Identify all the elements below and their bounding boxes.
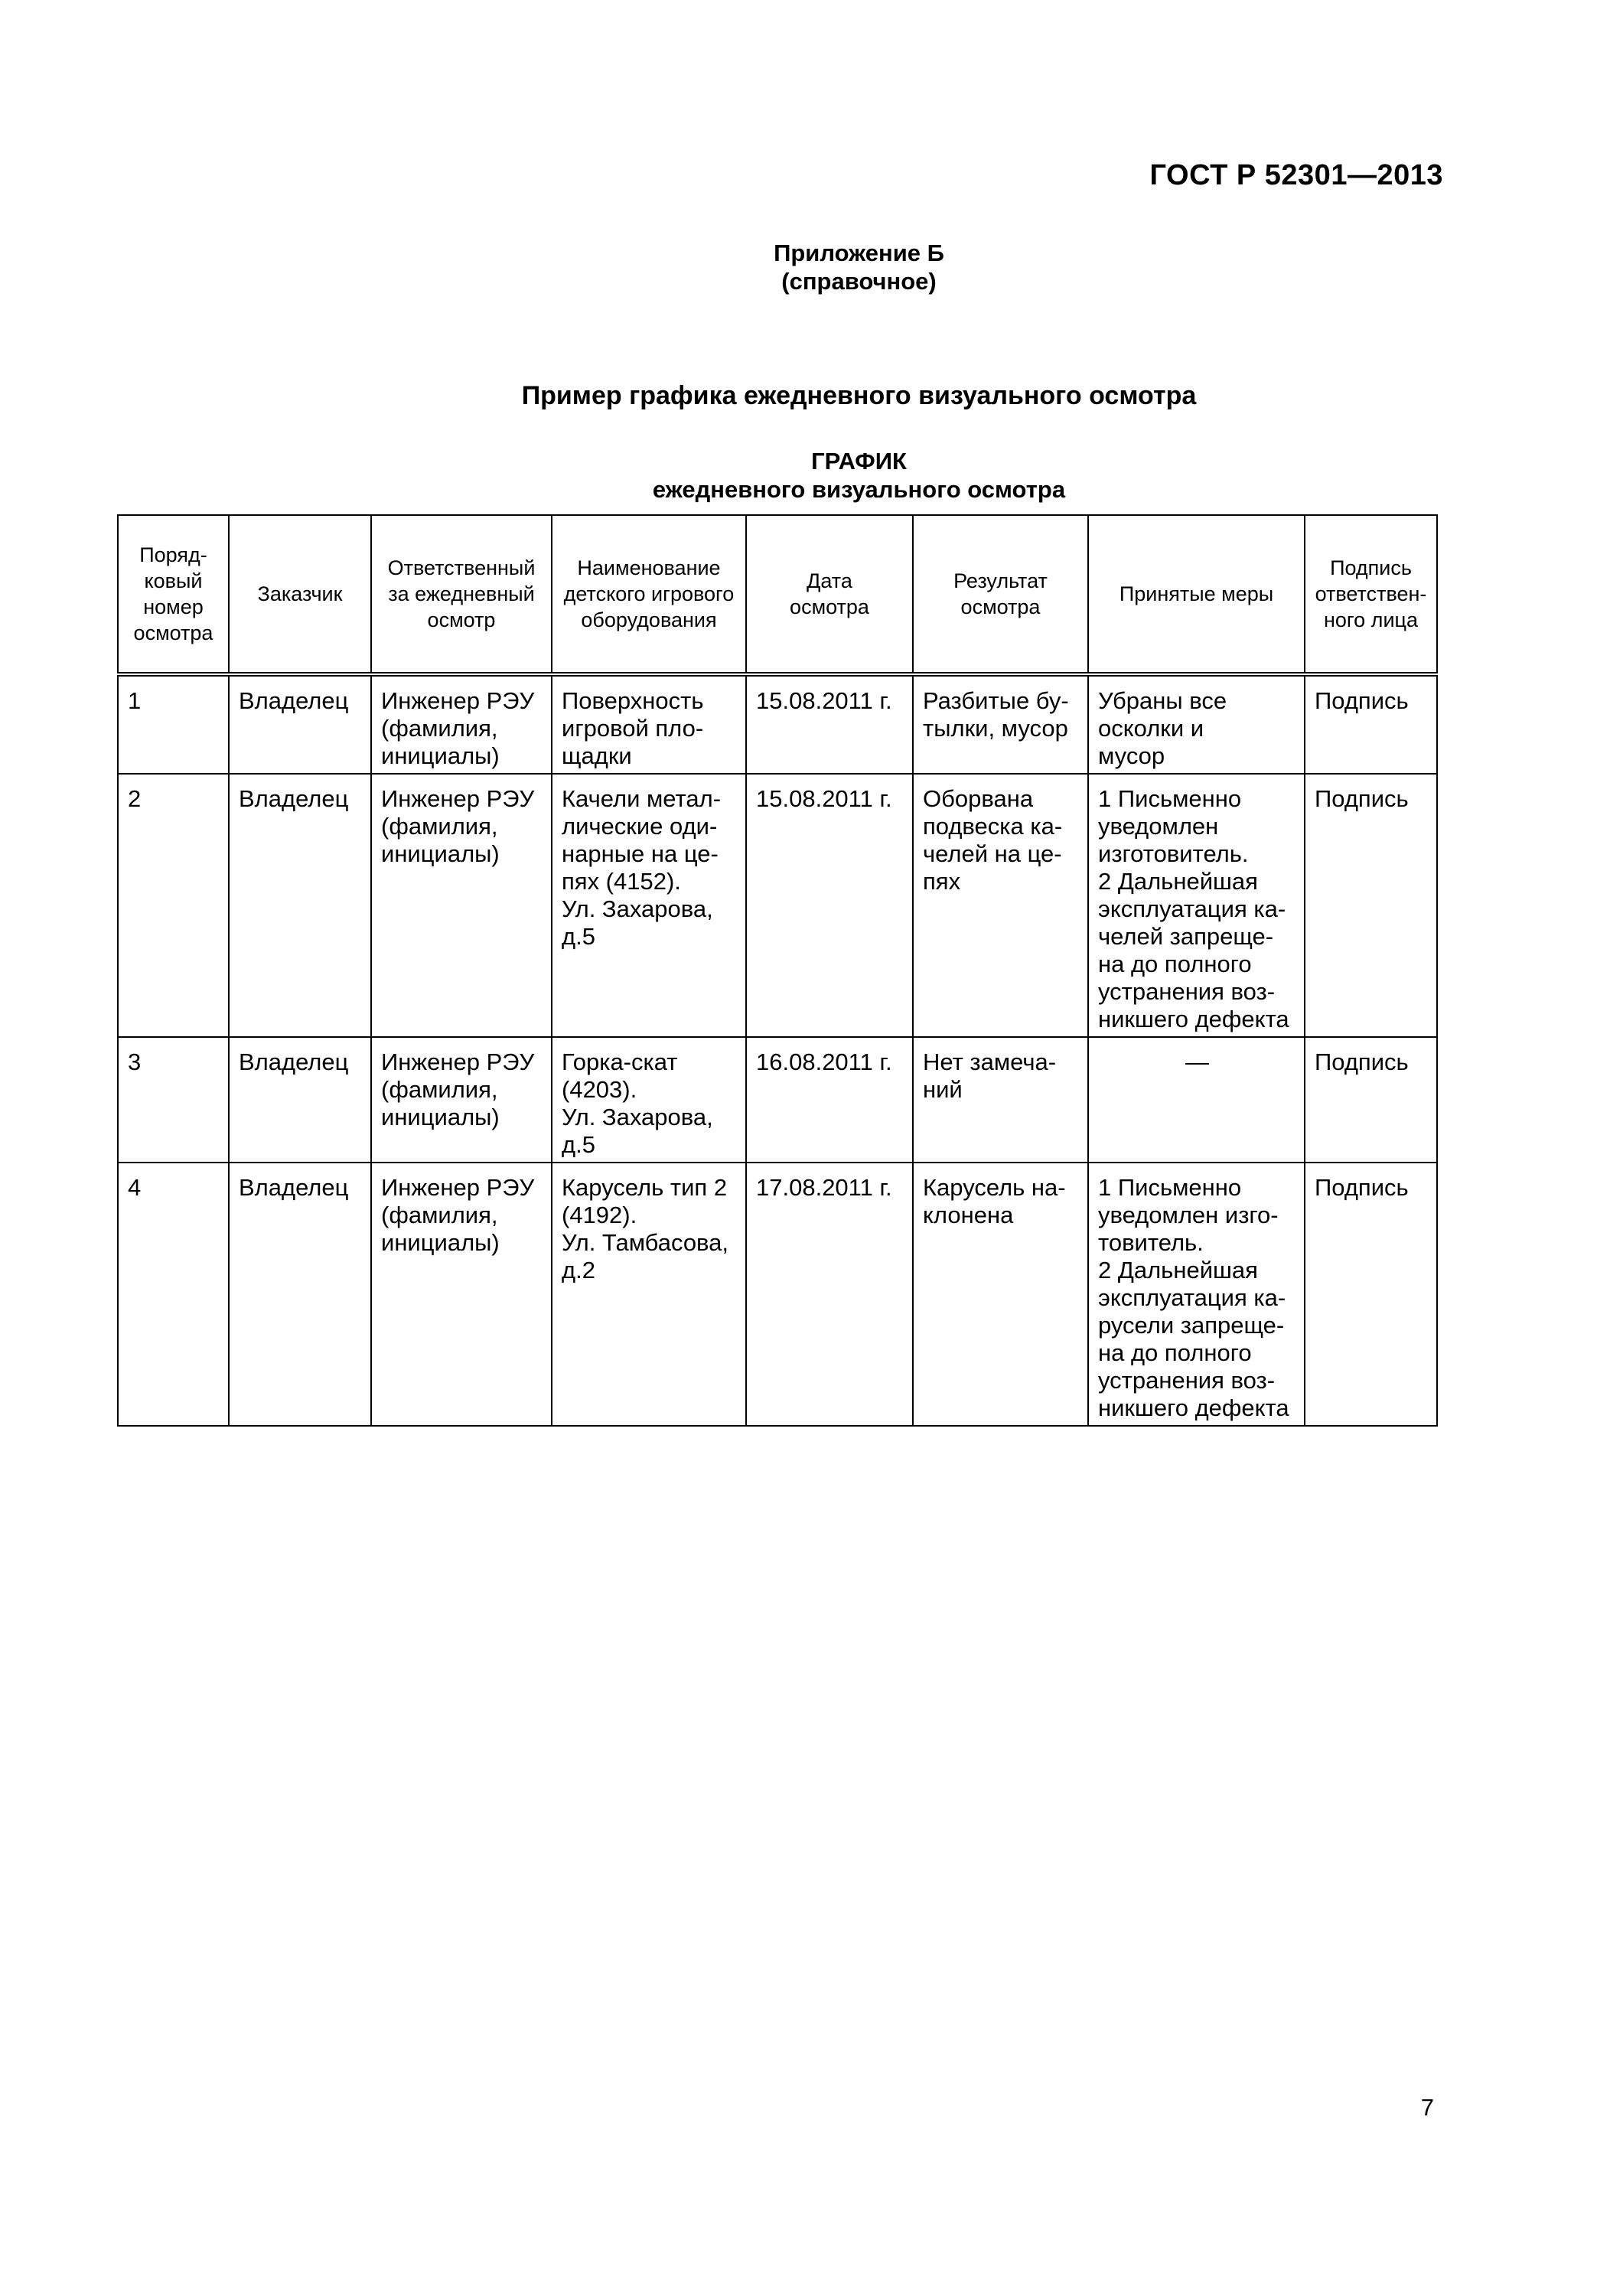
cell-line: (фамилия,: [381, 813, 498, 840]
cell-customer: Владелец: [229, 1163, 371, 1426]
cell-line: пях: [923, 868, 961, 895]
cell-signature: Подпись: [1305, 774, 1437, 1037]
cell-line: 2 Дальнейшая: [1098, 868, 1258, 895]
cell-line: (фамилия,: [381, 1076, 498, 1103]
header-line: осмотра: [133, 621, 213, 644]
header-cell-date: [746, 515, 913, 674]
cell-line: на до полного: [1098, 951, 1252, 977]
cell-line: д.2: [562, 1257, 595, 1283]
cell-line: тылки, мусор: [923, 715, 1068, 742]
header-cell-customer: [229, 515, 371, 674]
cell-customer: Владелец: [229, 674, 371, 774]
header-cell-equipment: [552, 515, 746, 674]
cell-date: 15.08.2011 г.: [746, 774, 913, 1037]
schedule-title: ГРАФИК: [811, 448, 907, 475]
cell-date: 16.08.2011 г.: [746, 1037, 913, 1163]
cell-line: д.5: [562, 923, 595, 950]
header-line: оборудования: [581, 608, 717, 631]
cell-line: ний: [923, 1076, 963, 1103]
cell-responsible: [371, 774, 552, 1037]
cell-line: Убраны все: [1098, 687, 1227, 714]
cell-date: 15.08.2011 г.: [746, 674, 913, 774]
cell-line: 1 Письменно: [1098, 1174, 1242, 1201]
cell-line: устранения воз-: [1098, 978, 1276, 1005]
header-line: детского игрового: [563, 582, 735, 605]
cell-result: [913, 674, 1088, 774]
cell-signature: Подпись: [1305, 1163, 1437, 1426]
page-number: 7: [1420, 2094, 1434, 2121]
cell-equipment: [552, 774, 746, 1037]
header-line: Результат: [953, 569, 1048, 592]
appendix-title: Приложение Б: [774, 240, 944, 266]
header-cell-signature: [1305, 515, 1437, 674]
cell-line: Ул. Захарова,: [562, 1104, 713, 1130]
table-row: [118, 774, 1437, 1037]
cell-line: щадки: [562, 742, 632, 769]
cell-number: 4: [118, 1163, 229, 1426]
cell-line: (фамилия,: [381, 715, 498, 742]
cell-equipment: [552, 1037, 746, 1163]
cell-line: Ул. Тамбасова,: [562, 1229, 729, 1256]
cell-responsible: [371, 674, 552, 774]
cell-line: изготовитель.: [1098, 840, 1249, 867]
cell-line: лические оди-: [562, 813, 718, 840]
document-code: ГОСТ Р 52301—2013: [1149, 159, 1443, 191]
cell-line: Нет замеча-: [923, 1049, 1057, 1075]
cell-line: Инженер РЭУ: [381, 1174, 535, 1201]
cell-line: Инженер РЭУ: [381, 1049, 535, 1075]
cell-line: д.5: [562, 1131, 595, 1158]
header-line: Ответственный: [387, 556, 536, 579]
cell-line: осколки и: [1098, 715, 1204, 742]
cell-line: Инженер РЭУ: [381, 687, 535, 714]
cell-measures: [1088, 774, 1305, 1037]
cell-line: —: [1185, 1049, 1209, 1075]
cell-number: 2: [118, 774, 229, 1037]
cell-line: на до полного: [1098, 1339, 1252, 1366]
header-line: за ежедневный: [388, 582, 535, 605]
cell-line: клонена: [923, 1202, 1014, 1228]
cell-line: русели запреще-: [1098, 1312, 1285, 1339]
cell-result: [913, 1163, 1088, 1426]
appendix-heading: [0, 239, 1623, 295]
cell-line: инициалы): [381, 1229, 500, 1256]
cell-line: никшего дефекта: [1098, 1394, 1289, 1421]
cell-equipment: [552, 674, 746, 774]
cell-line: Разбитые бу-: [923, 687, 1069, 714]
cell-line: 1 Письменно: [1098, 785, 1242, 812]
header-cell-number: [118, 515, 229, 674]
cell-line: Ул. Захарова,: [562, 895, 713, 922]
cell-line: мусор: [1098, 742, 1165, 769]
table-header-row: [118, 515, 1437, 674]
cell-line: челей запреще-: [1098, 923, 1274, 950]
cell-measures: [1088, 1163, 1305, 1426]
cell-signature: Подпись: [1305, 674, 1437, 774]
cell-date: 17.08.2011 г.: [746, 1163, 913, 1426]
cell-line: 2 Дальнейшая: [1098, 1257, 1258, 1283]
header-line: ного лица: [1323, 608, 1419, 631]
header-line: Наименование: [577, 556, 721, 579]
cell-line: уведомлен: [1098, 813, 1219, 840]
cell-line: Карусель тип 2: [562, 1174, 728, 1201]
schedule-subtitle: ежедневного визуального осмотра: [652, 476, 1066, 503]
header-line: Дата: [807, 569, 852, 592]
header-line: номер: [143, 595, 204, 618]
cell-line: никшего дефекта: [1098, 1006, 1289, 1032]
cell-measures: [1088, 674, 1305, 774]
table-row: [118, 1037, 1437, 1163]
cell-responsible: [371, 1037, 552, 1163]
cell-line: инициалы): [381, 742, 500, 769]
cell-line: Оборвана: [923, 785, 1034, 812]
cell-equipment: [552, 1163, 746, 1426]
cell-line: инициалы): [381, 840, 500, 867]
cell-line: инициалы): [381, 1104, 500, 1130]
table-row: [118, 674, 1437, 774]
header-line: Заказчик: [257, 582, 343, 605]
appendix-subtitle: (справочное): [781, 268, 937, 295]
cell-line: (4203).: [562, 1076, 637, 1103]
cell-line: челей на це-: [923, 840, 1062, 867]
header-line: осмотра: [790, 595, 869, 618]
header-line: Подпись: [1330, 556, 1412, 579]
inspection-schedule-table: [117, 514, 1438, 1427]
header-cell-measures: [1088, 515, 1305, 674]
example-title: Пример графика ежедневного визуального осмотра: [521, 381, 1197, 410]
cell-line: игровой пло-: [562, 715, 704, 742]
cell-result: [913, 1037, 1088, 1163]
header-cell-result: [913, 515, 1088, 674]
cell-number: 1: [118, 674, 229, 774]
header-line: ковый: [144, 569, 203, 592]
header-line: Поряд-: [139, 543, 207, 566]
cell-line: Горка-скат: [562, 1049, 678, 1075]
cell-line: нарные на це-: [562, 840, 719, 867]
header-cell-responsible: [371, 515, 552, 674]
header-line: ответствен-: [1315, 582, 1427, 605]
cell-line: эксплуатация ка-: [1098, 1284, 1286, 1311]
cell-number: 3: [118, 1037, 229, 1163]
cell-line: эксплуатация ка-: [1098, 895, 1286, 922]
cell-line: (4192).: [562, 1202, 637, 1228]
cell-result: [913, 774, 1088, 1037]
schedule-heading: [0, 447, 1623, 504]
cell-line: Поверхность: [562, 687, 704, 714]
table-row: [118, 1163, 1437, 1426]
cell-line: подвеска ка-: [923, 813, 1063, 840]
cell-line: пях (4152).: [562, 868, 681, 895]
cell-signature: Подпись: [1305, 1037, 1437, 1163]
cell-line: Инженер РЭУ: [381, 785, 535, 812]
header-line: осмотр: [427, 608, 496, 631]
cell-customer: Владелец: [229, 1037, 371, 1163]
header-line: осмотра: [960, 595, 1041, 618]
cell-line: уведомлен изго-: [1098, 1202, 1279, 1228]
cell-line: Карусель на-: [923, 1174, 1066, 1201]
header-line: Принятые меры: [1119, 582, 1274, 605]
cell-line: устранения воз-: [1098, 1367, 1276, 1394]
cell-line: товитель.: [1098, 1229, 1204, 1256]
cell-line: (фамилия,: [381, 1202, 498, 1228]
cell-line: Качели метал-: [562, 785, 722, 812]
cell-measures: [1088, 1037, 1305, 1163]
cell-customer: Владелец: [229, 774, 371, 1037]
cell-responsible: [371, 1163, 552, 1426]
